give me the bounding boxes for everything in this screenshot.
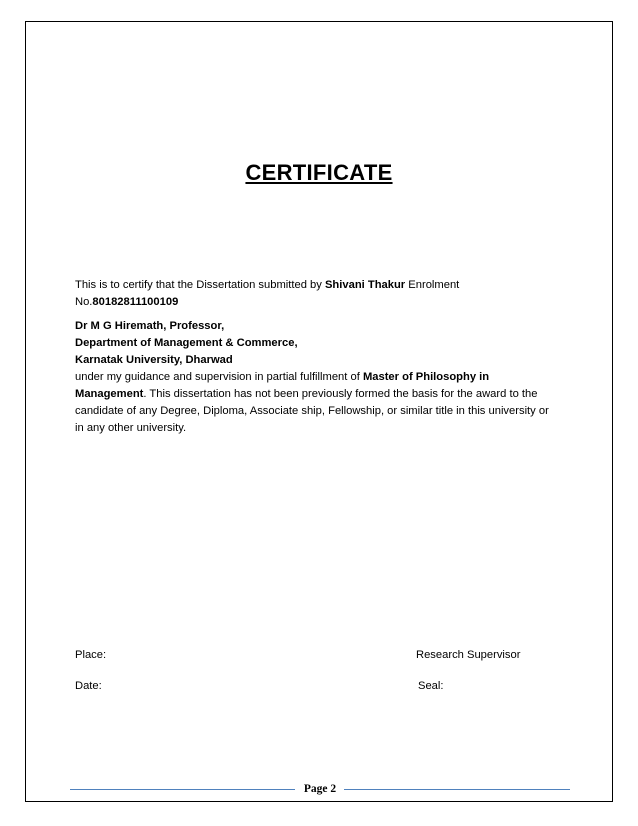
guidance-intro-text: under my guidance and supervision in partial fulfillment of [75,371,363,383]
supervisor-department: Department of Management & Commerce, [75,337,298,349]
certification-line-1 [75,277,565,294]
footer-rule-left [70,789,295,790]
supervisor-name: Dr M G Hiremath, Professor, [75,320,225,332]
guidance-text-2: . This dissertation has not been previously formed the basis for the award to the [143,388,538,400]
enrolment-label: Enrolment [405,279,460,291]
page-title: CERTIFICATE [245,160,393,185]
degree-name-part1: Master of Philosophy in [362,371,490,383]
certification-intro-text: This is to certify that the Dissertation submitted by [75,279,325,291]
research-supervisor-label: Research Supervisor [416,649,521,661]
supervisor-university: Karnatak University, Dharwad [75,354,233,366]
place-label: Place: [75,649,107,661]
certification-line-2 [75,294,565,311]
guidance-line-1 [75,369,565,386]
page-number: Page 2 [303,783,337,795]
certification-paragraph [75,277,565,311]
guidance-line-2 [75,386,565,403]
seal-label: Seal: [418,680,444,692]
degree-name-part2: Management [75,388,144,400]
supervision-paragraph [75,318,565,437]
date-label: Date: [75,680,102,692]
page-footer [70,780,570,798]
footer-rule-right [344,789,570,790]
candidate-name: Shivani Thakur [324,279,406,291]
enrolment-prefix: No. [75,296,93,308]
guidance-line-4: in any other university. [75,422,187,434]
enrolment-number: 80182811100109 [92,296,179,308]
guidance-line-3: candidate of any Degree, Diploma, Associate ship, Fellowship, or similar title in this university or [75,405,549,417]
